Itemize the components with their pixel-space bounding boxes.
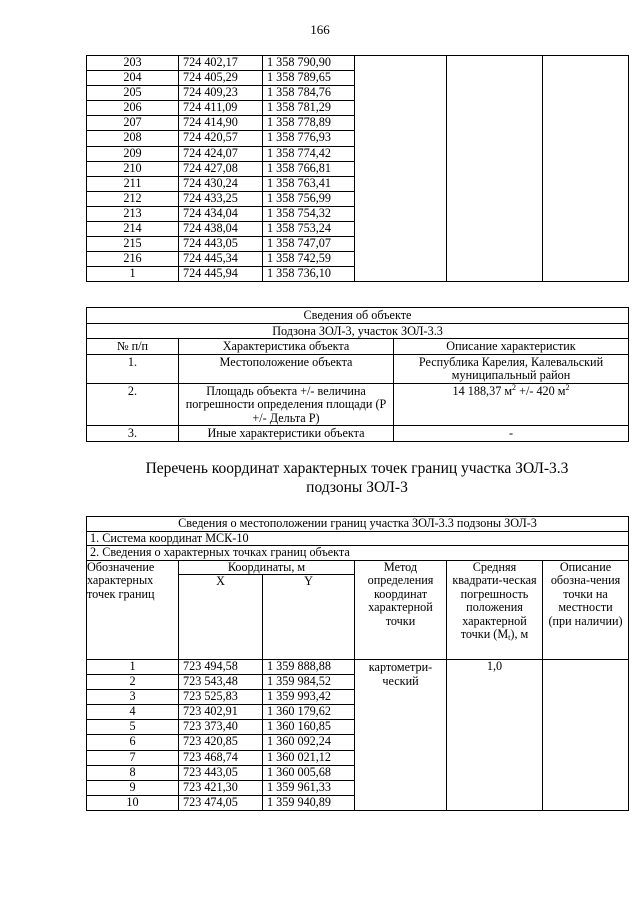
- point-y: 1 359 940,89: [263, 795, 355, 810]
- point-y: 1 360 160,85: [263, 720, 355, 735]
- point-id: 7: [87, 750, 179, 765]
- point-y: 1 358 763,41: [263, 176, 355, 191]
- point-id: 1: [87, 660, 179, 675]
- point-id: 213: [87, 206, 179, 221]
- point-id: 216: [87, 252, 179, 267]
- section-coordinate-system: 1. Система координат МСК-10: [87, 531, 629, 546]
- point-y: 1 358 754,32: [263, 206, 355, 221]
- point-y: 1 359 993,42: [263, 690, 355, 705]
- row-number: 2.: [87, 383, 179, 426]
- point-id: 211: [87, 176, 179, 191]
- info-table-title: Сведения об объекте: [87, 308, 629, 324]
- point-y: 1 358 766,81: [263, 161, 355, 176]
- point-id: 3: [87, 690, 179, 705]
- point-x: 724 411,09: [179, 101, 263, 116]
- point-id: 9: [87, 780, 179, 795]
- point-y: 1 360 179,62: [263, 705, 355, 720]
- list-title-line1: Перечень координат характерных точек границ участка ЗОЛ-3.3: [145, 460, 569, 477]
- point-x: 724 445,34: [179, 252, 263, 267]
- point-y: 1 360 021,12: [263, 750, 355, 765]
- point-x: 723 543,48: [179, 675, 263, 690]
- point-x: 724 424,07: [179, 146, 263, 161]
- page-number: 166: [310, 22, 330, 37]
- point-x: 724 405,29: [179, 71, 263, 86]
- point-y: 1 358 774,42: [263, 146, 355, 161]
- point-y: 1 358 784,76: [263, 86, 355, 101]
- point-y: 1 358 756,99: [263, 191, 355, 206]
- point-id: 212: [87, 191, 179, 206]
- point-y: 1 360 092,24: [263, 735, 355, 750]
- row-number: 1.: [87, 354, 179, 383]
- bottom-table-title: Сведения о местоположении границ участка ЗОЛ-3.3 подзоны ЗОЛ-3: [87, 517, 629, 532]
- empty-description: [543, 56, 629, 282]
- header-number: № п/п: [87, 339, 179, 355]
- section-points: 2. Сведения о характерных точках границ объекта: [87, 546, 629, 561]
- boundary-points-table: [86, 516, 629, 811]
- empty-method: [355, 56, 447, 282]
- area-value-error: +/- 420 м: [516, 383, 566, 398]
- point-id: 8: [87, 765, 179, 780]
- point-y: 1 358 790,90: [263, 56, 355, 71]
- point-x: 724 438,04: [179, 222, 263, 237]
- empty-description: [543, 660, 629, 811]
- point-y: 1 359 961,33: [263, 780, 355, 795]
- point-x: 724 409,23: [179, 86, 263, 101]
- row-characteristic: Площадь объекта +/- величина погрешности определения площади (Р +/- Дельта Р): [179, 383, 394, 426]
- point-x: 723 420,85: [179, 735, 263, 750]
- point-id: 203: [87, 56, 179, 71]
- empty-error: [447, 56, 543, 282]
- point-id: 10: [87, 795, 179, 810]
- header-coordinates: Координаты, м: [179, 560, 355, 575]
- area-exp-2: 2: [565, 382, 570, 392]
- object-info-table: [86, 307, 629, 442]
- header-y: Y: [263, 575, 355, 660]
- list-title-line2: подзоны ЗОЛ-3: [306, 479, 408, 496]
- error-value: 1,0: [447, 660, 543, 811]
- point-x: 723 443,05: [179, 765, 263, 780]
- point-id: 2: [87, 675, 179, 690]
- point-id: 207: [87, 116, 179, 131]
- header-error-suffix: ), м: [510, 627, 529, 641]
- point-y: 1 358 753,24: [263, 222, 355, 237]
- point-y: 1 358 778,89: [263, 116, 355, 131]
- area-value-main: 14 188,37 м: [452, 383, 513, 398]
- area-exp-1: 2: [512, 382, 517, 392]
- area-value: [394, 383, 629, 426]
- header-method: Метод определения координат характерной точки: [355, 560, 447, 660]
- point-y: 1 358 781,29: [263, 101, 355, 116]
- coordinates-table-continued: [86, 55, 629, 282]
- point-y: 1 358 736,10: [263, 267, 355, 282]
- point-id: 5: [87, 720, 179, 735]
- table-row: [87, 56, 629, 71]
- point-y: 1 358 742,59: [263, 252, 355, 267]
- point-x: 724 420,57: [179, 131, 263, 146]
- header-description: Описание характеристик: [394, 339, 629, 355]
- point-x: 724 402,17: [179, 56, 263, 71]
- point-id: 204: [87, 71, 179, 86]
- point-x: 723 494,58: [179, 660, 263, 675]
- point-y: 1 358 776,93: [263, 131, 355, 146]
- header-error: [447, 560, 543, 660]
- header-characteristic: Характеристика объекта: [179, 339, 394, 355]
- table-row: [87, 660, 629, 675]
- row-number: 3.: [87, 426, 179, 442]
- list-title: [86, 459, 628, 497]
- point-x: 723 402,91: [179, 705, 263, 720]
- point-id: 209: [87, 146, 179, 161]
- point-x: 724 430,24: [179, 176, 263, 191]
- header-error-text: Средняя квадрати-ческая погрешность положения характерной точки (M: [452, 559, 537, 641]
- point-x: 723 421,30: [179, 780, 263, 795]
- header-designation: Обозначение характерных точек границ: [87, 560, 179, 660]
- row-description: -: [394, 426, 629, 442]
- point-y: 1 359 984,52: [263, 675, 355, 690]
- row-characteristic: Местоположение объекта: [179, 354, 394, 383]
- row-characteristic: Иные характеристики объекта: [179, 426, 394, 442]
- point-id: 205: [87, 86, 179, 101]
- header-x: X: [179, 575, 263, 660]
- point-y: 1 358 747,07: [263, 237, 355, 252]
- point-x: 723 373,40: [179, 720, 263, 735]
- point-x: 724 414,90: [179, 116, 263, 131]
- method-value: картометри-ческий: [355, 660, 447, 811]
- point-x: 723 525,83: [179, 690, 263, 705]
- point-x: 724 433,25: [179, 191, 263, 206]
- row-description: Республика Карелия, Калевальский муниципальный район: [394, 354, 629, 383]
- header-error-sub: t: [508, 633, 511, 642]
- point-id: 6: [87, 735, 179, 750]
- point-id: 215: [87, 237, 179, 252]
- point-id: 214: [87, 222, 179, 237]
- point-x: 723 468,74: [179, 750, 263, 765]
- point-x: 724 427,08: [179, 161, 263, 176]
- point-id: 4: [87, 705, 179, 720]
- point-y: 1 359 888,88: [263, 660, 355, 675]
- point-x: 724 443,05: [179, 237, 263, 252]
- point-y: 1 360 005,68: [263, 765, 355, 780]
- point-id: 210: [87, 161, 179, 176]
- point-id: 206: [87, 101, 179, 116]
- header-description: Описание обозна-чения точки на местности (при наличии): [543, 560, 629, 660]
- point-y: 1 358 789,65: [263, 71, 355, 86]
- point-x: 724 445,94: [179, 267, 263, 282]
- point-x: 723 474,05: [179, 795, 263, 810]
- point-id: 1: [87, 267, 179, 282]
- info-table-subtitle: Подзона ЗОЛ-3, участок ЗОЛ-3.3: [87, 323, 629, 339]
- point-id: 208: [87, 131, 179, 146]
- point-x: 724 434,04: [179, 206, 263, 221]
